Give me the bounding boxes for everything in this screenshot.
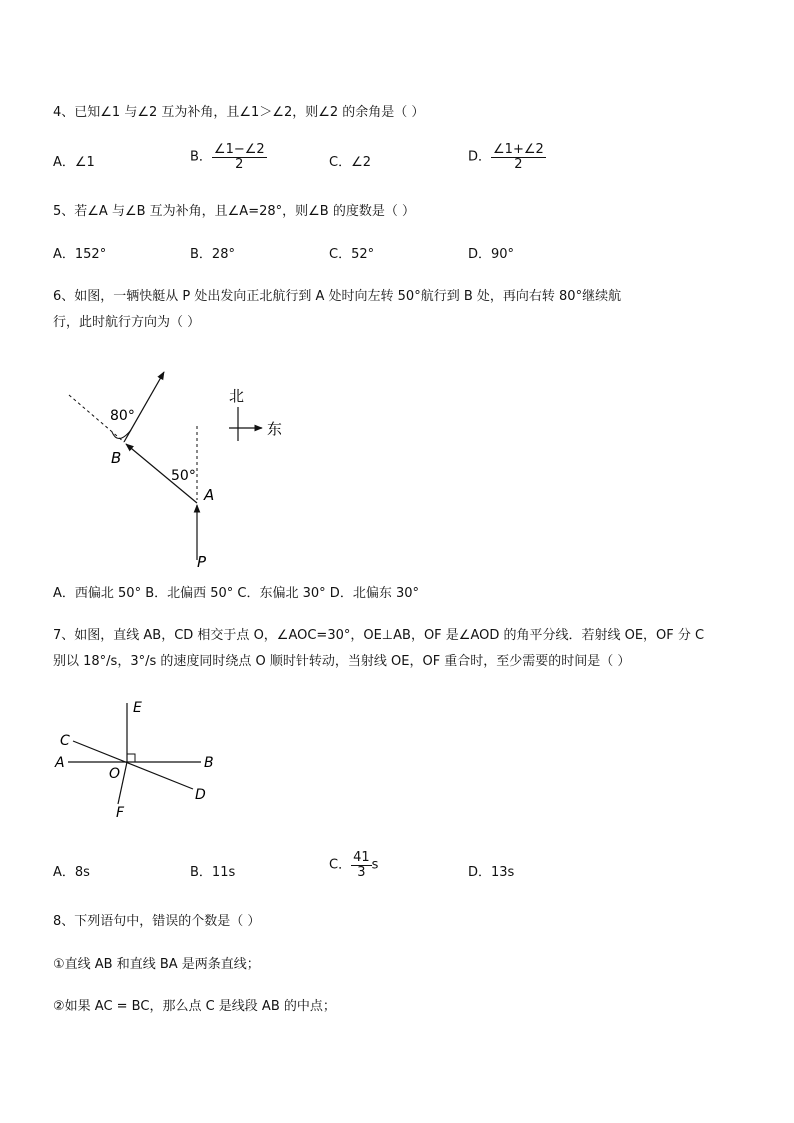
q8-item2: ②如果 AC = BC，那么点 C 是线段 AB 的中点； (53, 999, 336, 1014)
q4-option-d-prefix: D． (468, 149, 492, 165)
q4-option-b-prefix: B． (190, 149, 212, 165)
q7-right-angle-mark (127, 754, 135, 762)
q6-compass-north: 北 (229, 387, 245, 405)
q4-option-c: C．∠2 (329, 155, 372, 170)
q6-compass-east: 东 (267, 420, 283, 438)
q7-label-f: F (116, 805, 125, 821)
q7-option-c-denominator: 3 (357, 864, 366, 880)
q7-option-a: A．8s (53, 865, 90, 880)
q5-option-c: C．52° (329, 247, 375, 262)
q7-label-c: C (60, 733, 70, 749)
q5-stem: 5、若∠A 与∠B 互为补角，且∠A=28°，则∠B 的度数是（ ） (53, 204, 415, 219)
q7-option-c-numerator: 41 (353, 850, 370, 865)
q6-stem-line2: 行，此时航行方向为（ ） (53, 315, 201, 330)
q7-stem-line2: 别以 18°/s，3°/s 的速度同时绕点 O 顺时针转动，当射线 OE，OF 重合时，至少需要的时间是（ ） (53, 654, 631, 669)
q7-option-c-fraction (351, 851, 372, 879)
q6-label-p: P (197, 553, 207, 571)
q7-option-d: D．13s (468, 865, 515, 880)
q7-label-d: D (195, 787, 206, 803)
q7-stem-line1: 7、如图，直线 AB，CD 相交于点 O，∠AOC=30°，OE⊥AB，OF 是∠AOD 的角平分线．若射线 OE，OF 分 C (53, 628, 705, 643)
q4-option-b-numerator: ∠1−∠2 (213, 142, 265, 157)
q7-option-b: B．11s (190, 865, 236, 880)
q6-label-50: 50° (171, 468, 196, 484)
q7-label-a: A (55, 755, 65, 771)
q4-stem: 4、已知∠1 与∠2 互为补角，且∠1＞∠2，则∠2 的余角是（ ） (53, 105, 425, 120)
q4-option-a: A．∠1 (53, 155, 95, 170)
q4-option-d-denominator: 2 (514, 156, 523, 172)
q6-label-80: 80° (110, 408, 135, 424)
q6-stem-line1: 6、如图，一辆快艇从 P 处出发向正北航行到 A 处时向左转 50°航行到 B 处，再向右转 80°继续航 (53, 289, 622, 304)
q5-option-b: B．28° (190, 247, 235, 262)
q5-option-d: D．90° (468, 247, 515, 262)
q7-option-c (329, 851, 378, 879)
q7-label-b: B (204, 755, 214, 771)
q4-option-d-numerator: ∠1+∠2 (493, 142, 544, 157)
q4-option-b-denominator: 2 (235, 156, 244, 172)
q7-option-c-unit: s (371, 857, 379, 873)
q6-label-b: B (111, 449, 122, 467)
q7-label-e: E (133, 700, 142, 716)
q8-stem: 8、下列语句中，错误的个数是（ ） (53, 914, 261, 929)
q6-options: A．西偏北 50° B．北偏西 50° C．东偏北 30° D．北偏东 30° (53, 586, 419, 601)
q7-label-o: O (109, 766, 121, 782)
q8-item1: ①直线 AB 和直线 BA 是两条直线； (53, 957, 260, 972)
q6-label-a: A (204, 486, 215, 504)
q7-option-c-prefix: C． (329, 857, 352, 873)
q7-line-cd (73, 741, 193, 789)
q5-option-a: A．152° (53, 247, 107, 262)
